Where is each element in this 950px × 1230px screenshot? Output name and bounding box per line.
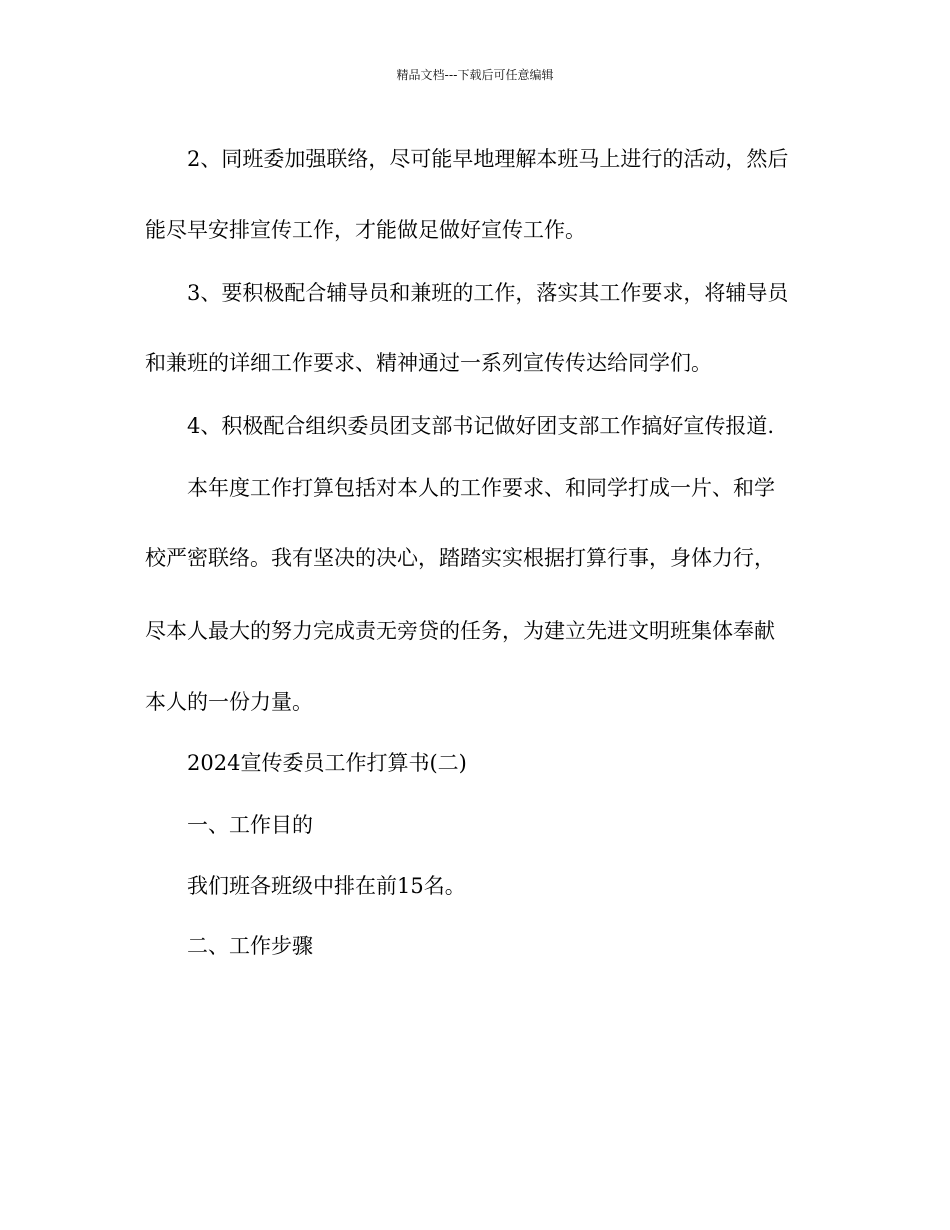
paragraph-line: 我们班各班级中排在前15名。 [187,874,466,898]
section-heading: 二、工作步骤 [187,934,313,958]
page-header: 精品文档---下载后可任意编辑 [396,68,554,82]
paragraph-line: 校严密联络。我有坚决的决心，踏踏实实根据打算行事，身体力行， [145,546,775,570]
paragraph-line: 本人的一份力量。 [145,690,313,714]
paragraph-line: 2、同班委加强联络，尽可能早地理解本班马上进行的活动，然后 [187,147,789,171]
section-heading: 一、工作目的 [187,813,313,837]
paragraph-line: 和兼班的详细工作要求、精神通过一系列宣传传达给同学们。 [145,351,712,375]
paragraph-line: 本年度工作打算包括对本人的工作要求、和同学打成一片、和学 [187,476,775,500]
paragraph-line: 4、积极配合组织委员团支部书记做好团支部工作搞好宣传报道. [187,414,775,438]
section-title: 2024宣传委员工作打算书(二) [187,751,467,775]
paragraph-line: 能尽早安排宣传工作，才能做足做好宣传工作。 [145,218,586,242]
paragraph-line: 尽本人最大的努力完成责无旁贷的任务，为建立先进文明班集体奉献 [145,619,775,643]
paragraph-line: 3、要积极配合辅导员和兼班的工作，落实其工作要求，将辅导员 [187,281,789,305]
